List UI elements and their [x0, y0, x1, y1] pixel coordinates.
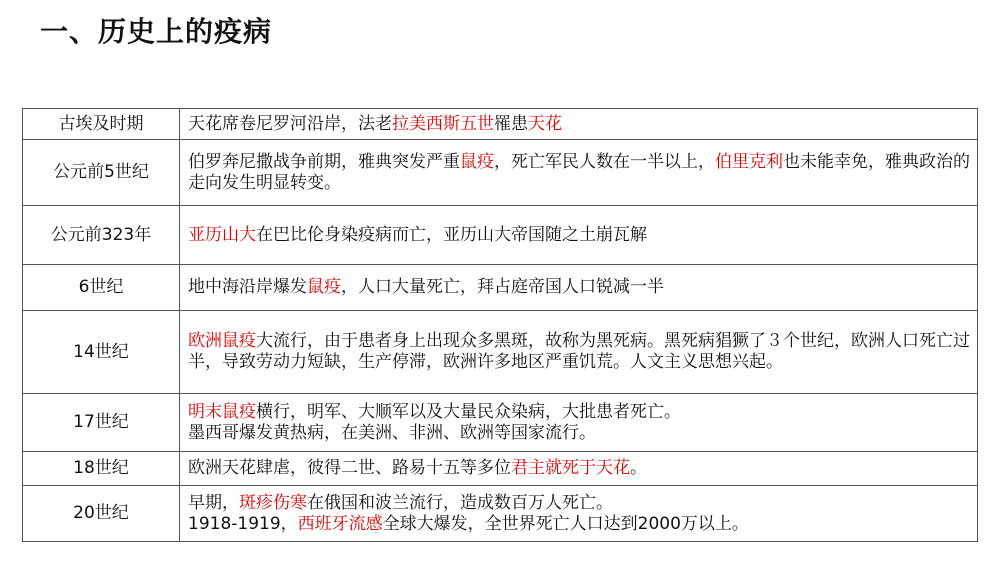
event-text: 罹患	[494, 113, 528, 134]
event-cell	[180, 140, 978, 206]
event-cell	[180, 109, 978, 140]
event-line	[188, 331, 971, 373]
event-cell	[180, 394, 978, 452]
table-row	[23, 486, 978, 542]
event-cell	[180, 452, 978, 486]
highlighted-text: 亚历山大	[188, 224, 256, 245]
event-text: ，人口大量死亡，拜占庭帝国人口锐减一半	[341, 277, 664, 297]
table-row	[23, 452, 978, 486]
highlighted-text: 明末鼠疫	[188, 401, 256, 422]
event-text: 在俄国和波兰流行，造成数百万人死亡。	[307, 492, 613, 513]
event-cell	[180, 486, 978, 542]
event-line	[188, 152, 971, 194]
highlighted-text: 拉美西斯五世	[392, 113, 494, 134]
epidemic-history-table	[22, 108, 978, 542]
event-text: 全球大爆发，全世界死亡人口达到2000万以上。	[382, 513, 749, 534]
highlighted-text: 鼠疫	[460, 151, 494, 172]
table-row	[23, 265, 978, 311]
event-text: 1918-1919，	[188, 513, 298, 534]
table-row	[23, 311, 978, 394]
highlighted-text: 斑疹伤寒	[239, 492, 307, 513]
event-line	[188, 514, 971, 535]
highlighted-text: 鼠疫	[307, 277, 341, 297]
event-line	[188, 423, 971, 444]
event-text: 横行，明军、大顺军以及大量民众染病，大批患者死亡。	[256, 401, 681, 422]
event-line	[188, 225, 971, 246]
table-row	[23, 206, 978, 265]
event-line	[188, 493, 971, 514]
period-cell: 14世纪	[23, 311, 180, 394]
event-text: 天花席卷尼罗河沿岸，法老	[188, 113, 392, 134]
event-cell	[180, 265, 978, 311]
page-title: 一、历史上的疫病	[40, 15, 273, 48]
event-text: 在巴比伦身染疫病而亡，亚历山大帝国随之土崩瓦解	[256, 224, 647, 245]
period-cell: 公元前5世纪	[23, 140, 180, 206]
event-text: 地中海沿岸爆发	[188, 277, 307, 297]
event-text: 墨西哥爆发黄热病，在美洲、非洲、欧洲等国家流行。	[188, 422, 596, 443]
table-row	[23, 109, 978, 140]
event-line	[188, 114, 971, 135]
event-text: 伯罗奔尼撒战争前期，雅典突发严重	[188, 151, 460, 172]
highlighted-text: 伯里克利	[715, 151, 783, 172]
highlighted-text: 欧洲鼠疫	[188, 331, 256, 351]
period-cell: 20世纪	[23, 486, 180, 542]
highlighted-text: 天花	[528, 113, 562, 134]
period-cell: 18世纪	[23, 452, 180, 486]
event-text: 。	[630, 458, 647, 478]
period-cell: 17世纪	[23, 394, 180, 452]
event-text: ，死亡军民人数在一半以上，	[494, 151, 715, 172]
event-line	[188, 277, 971, 298]
event-line	[188, 402, 971, 423]
period-cell: 公元前323年	[23, 206, 180, 265]
period-cell: 古埃及时期	[23, 109, 180, 140]
period-cell: 6世纪	[23, 265, 180, 311]
event-text: 也未能幸免，雅典政治的走向发生明显转变。	[188, 151, 970, 193]
event-text: 早期，	[188, 492, 239, 513]
event-cell	[180, 311, 978, 394]
event-cell	[180, 206, 978, 265]
highlighted-text: 君主就死于天花	[511, 458, 630, 478]
event-text: 大流行，由于患者身上出现众多黑斑，故称为黑死病。黑死病猖獗了３个世纪，欧洲人口死亡过半，导致劳动力短缺，生产停滞，欧洲许多地区严重饥荒。人文主义思想兴起。	[188, 331, 970, 372]
highlighted-text: 西班牙流感	[297, 513, 383, 534]
event-text: 欧洲天花肆虐，彼得二世、路易十五等多位	[188, 458, 511, 478]
table-row	[23, 394, 978, 452]
table-row	[23, 140, 978, 206]
event-line	[188, 458, 971, 479]
